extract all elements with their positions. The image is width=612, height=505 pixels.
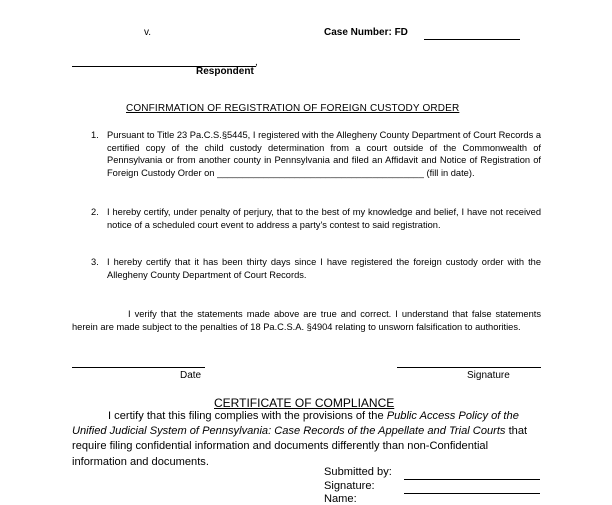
compliance-signature-label: Signature: bbox=[324, 480, 375, 492]
case-number-field[interactable] bbox=[424, 39, 520, 40]
versus-text: v. bbox=[144, 27, 152, 38]
item-3-text: I hereby certify that it has been thirty days since I have registered the foreign custody order with the Allegheny County Department of Court Records. bbox=[107, 257, 541, 280]
item-2-text: I hereby certify, under penalty of perjury, that to the best of my knowledge and belief, I have not received notice of a scheduled court event to address a party's contest to said registration. bbox=[107, 207, 541, 230]
confirmation-title: CONFIRMATION OF REGISTRATION OF FOREIGN CUSTODY ORDER bbox=[126, 103, 460, 114]
respondent-comma: , bbox=[255, 57, 258, 68]
compliance-policy-name: Public Access Policy of the Unified Judicial System of Pennsylvania: Case Records of the Appellate and Trial Courts bbox=[72, 410, 519, 438]
compliance-text-part-2: that require filing confidential information and documents differently than non-Confidential information and documents. bbox=[72, 425, 528, 468]
item-3-number: 3. bbox=[91, 257, 99, 267]
date-line[interactable] bbox=[72, 367, 205, 368]
compliance-title: CERTIFICATE OF COMPLIANCE bbox=[214, 396, 395, 410]
item-2-number: 2. bbox=[91, 207, 99, 217]
case-number-label: Case Number: FD bbox=[324, 27, 408, 38]
item-1-body: Pursuant to Title 23 Pa.C.S.§5445, I registered with the Allegheny County Department of Court Records a certified copy of the child custody determination from a court outside of the Commonwealth of Pennsylvania or from another county in Pennsylvania and filed an Affidavit and Notice of Registration of Foreign Custody Order on bbox=[107, 130, 541, 178]
date-label: Date bbox=[180, 370, 202, 381]
item-1-number: 1. bbox=[91, 130, 99, 140]
compliance-text bbox=[72, 409, 542, 470]
signature-line[interactable] bbox=[397, 367, 541, 368]
item-1-text bbox=[107, 129, 541, 179]
respondent-label: Respondent bbox=[196, 66, 254, 77]
item-1-date-fill[interactable]: ________________________________________ (fill in date). bbox=[217, 167, 475, 178]
verification-text: I verify that the statements made above are true and correct. I understand that false statements herein are made subject to the penalties of 18 Pa.C.S.A. §4904 relating to unsworn falsification to authorities. bbox=[72, 309, 541, 332]
compliance-signature-line[interactable] bbox=[404, 493, 540, 494]
submitted-by-label: Submitted by: bbox=[324, 466, 392, 478]
signature-label: Signature bbox=[467, 370, 510, 381]
compliance-text-part-1: I certify that this filing complies with the provisions of the bbox=[108, 410, 387, 422]
submitted-by-line[interactable] bbox=[404, 479, 540, 480]
name-label: Name: bbox=[324, 493, 357, 505]
